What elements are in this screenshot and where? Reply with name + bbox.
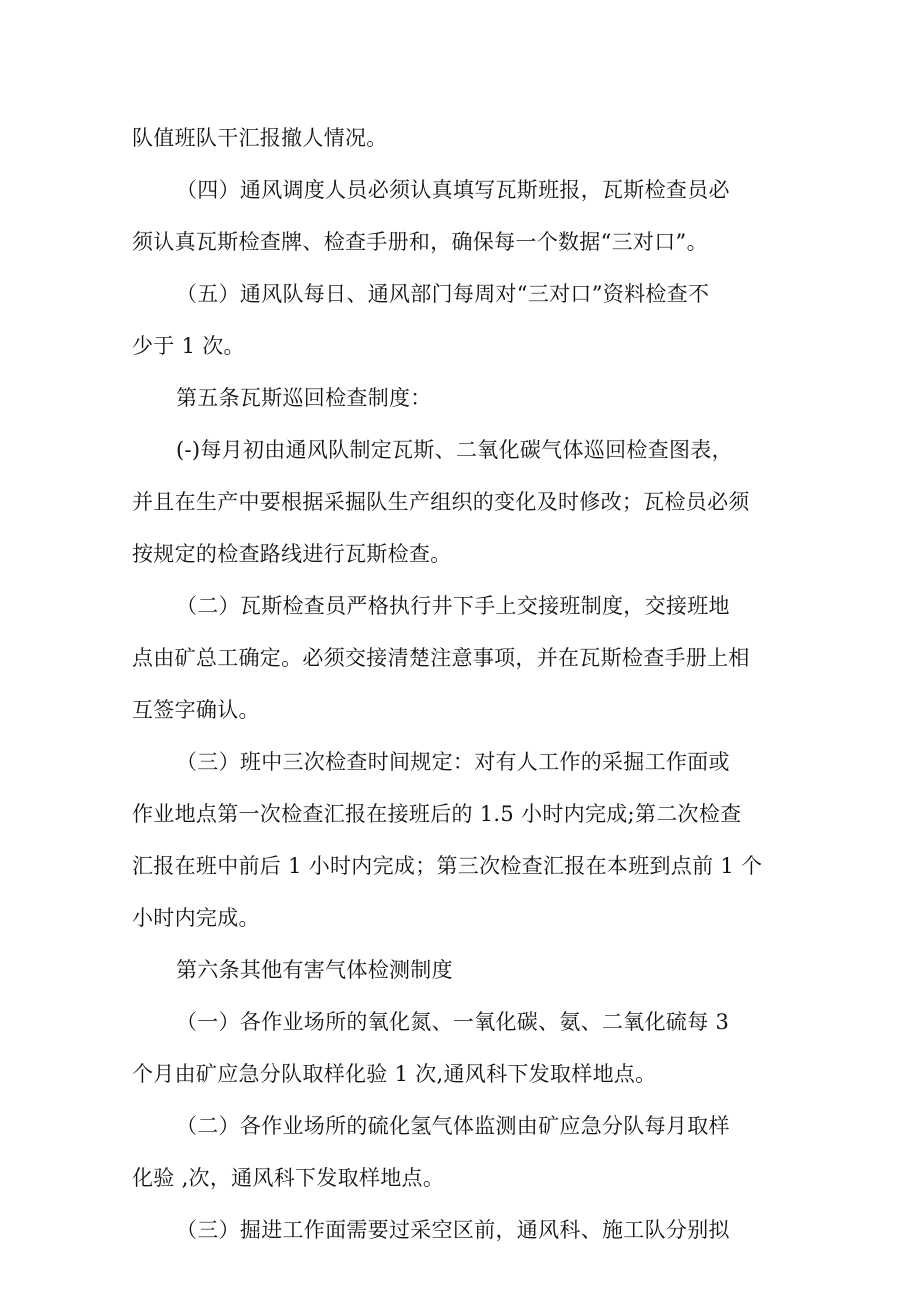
text-line: （三）掘进工作面需要过采空区前，通风科、施工队分别拟 — [176, 1218, 730, 1242]
text-line: 按规定的检查路线进行瓦斯检查。 — [132, 542, 452, 566]
document-body — [132, 112, 802, 1256]
text-line: 少于 1 次。 — [132, 334, 245, 358]
text-line: （一）各作业场所的氧化氮、一氧化碳、氨、二氧化硫每 3 — [176, 1010, 730, 1034]
text-line: 小时内完成。 — [132, 906, 260, 930]
text-line: （二）瓦斯检查员严格执行井下手上交接班制度，交接班地 — [176, 594, 730, 618]
text-line: （四）通风调度人员必须认真填写瓦斯班报，瓦斯检查员必 — [176, 178, 730, 202]
text-line: (-)每月初由通风队制定瓦斯、二氧化碳气体巡回检查图表， — [176, 438, 733, 462]
text-line: （三）班中三次检查时间规定：对有人工作的采掘工作面或 — [176, 750, 730, 774]
text-line: （二）各作业场所的硫化氢气体监测由矿应急分队每月取样 — [176, 1114, 730, 1138]
text-line: 个月由矿应急分队取样化验 1 次,通风科下发取样地点。 — [132, 1062, 657, 1086]
section-heading: 第六条其他有害气体检测制度 — [176, 958, 453, 982]
text-line: 作业地点第一次检查汇报在接班后的 1.5 小时内完成;第二次检查 — [132, 802, 742, 826]
text-line: 须认真瓦斯检查牌、检查手册和，确保每一个数据“三对口”。 — [132, 230, 708, 254]
text-line: 并且在生产中要根据采掘队生产组织的变化及时修改；瓦检员必须 — [132, 490, 750, 514]
text-line: （五）通风队每日、通风部门每周对“三对口”资料检查不 — [176, 282, 710, 306]
text-line: 互签字确认。 — [132, 698, 260, 722]
text-line: 汇报在班中前后 1 小时内完成；第三次检查汇报在本班到点前 1 个 — [132, 854, 763, 878]
text-line: 队值班队干汇报撤人情况。 — [132, 126, 388, 150]
section-heading: 第五条瓦斯巡回检查制度： — [176, 386, 432, 410]
text-line: 点由矿总工确定。必须交接清楚注意事项，并在瓦斯检查手册上相 — [132, 646, 750, 670]
text-line: 化验 ,次，通风科下发取样地点。 — [132, 1166, 445, 1190]
